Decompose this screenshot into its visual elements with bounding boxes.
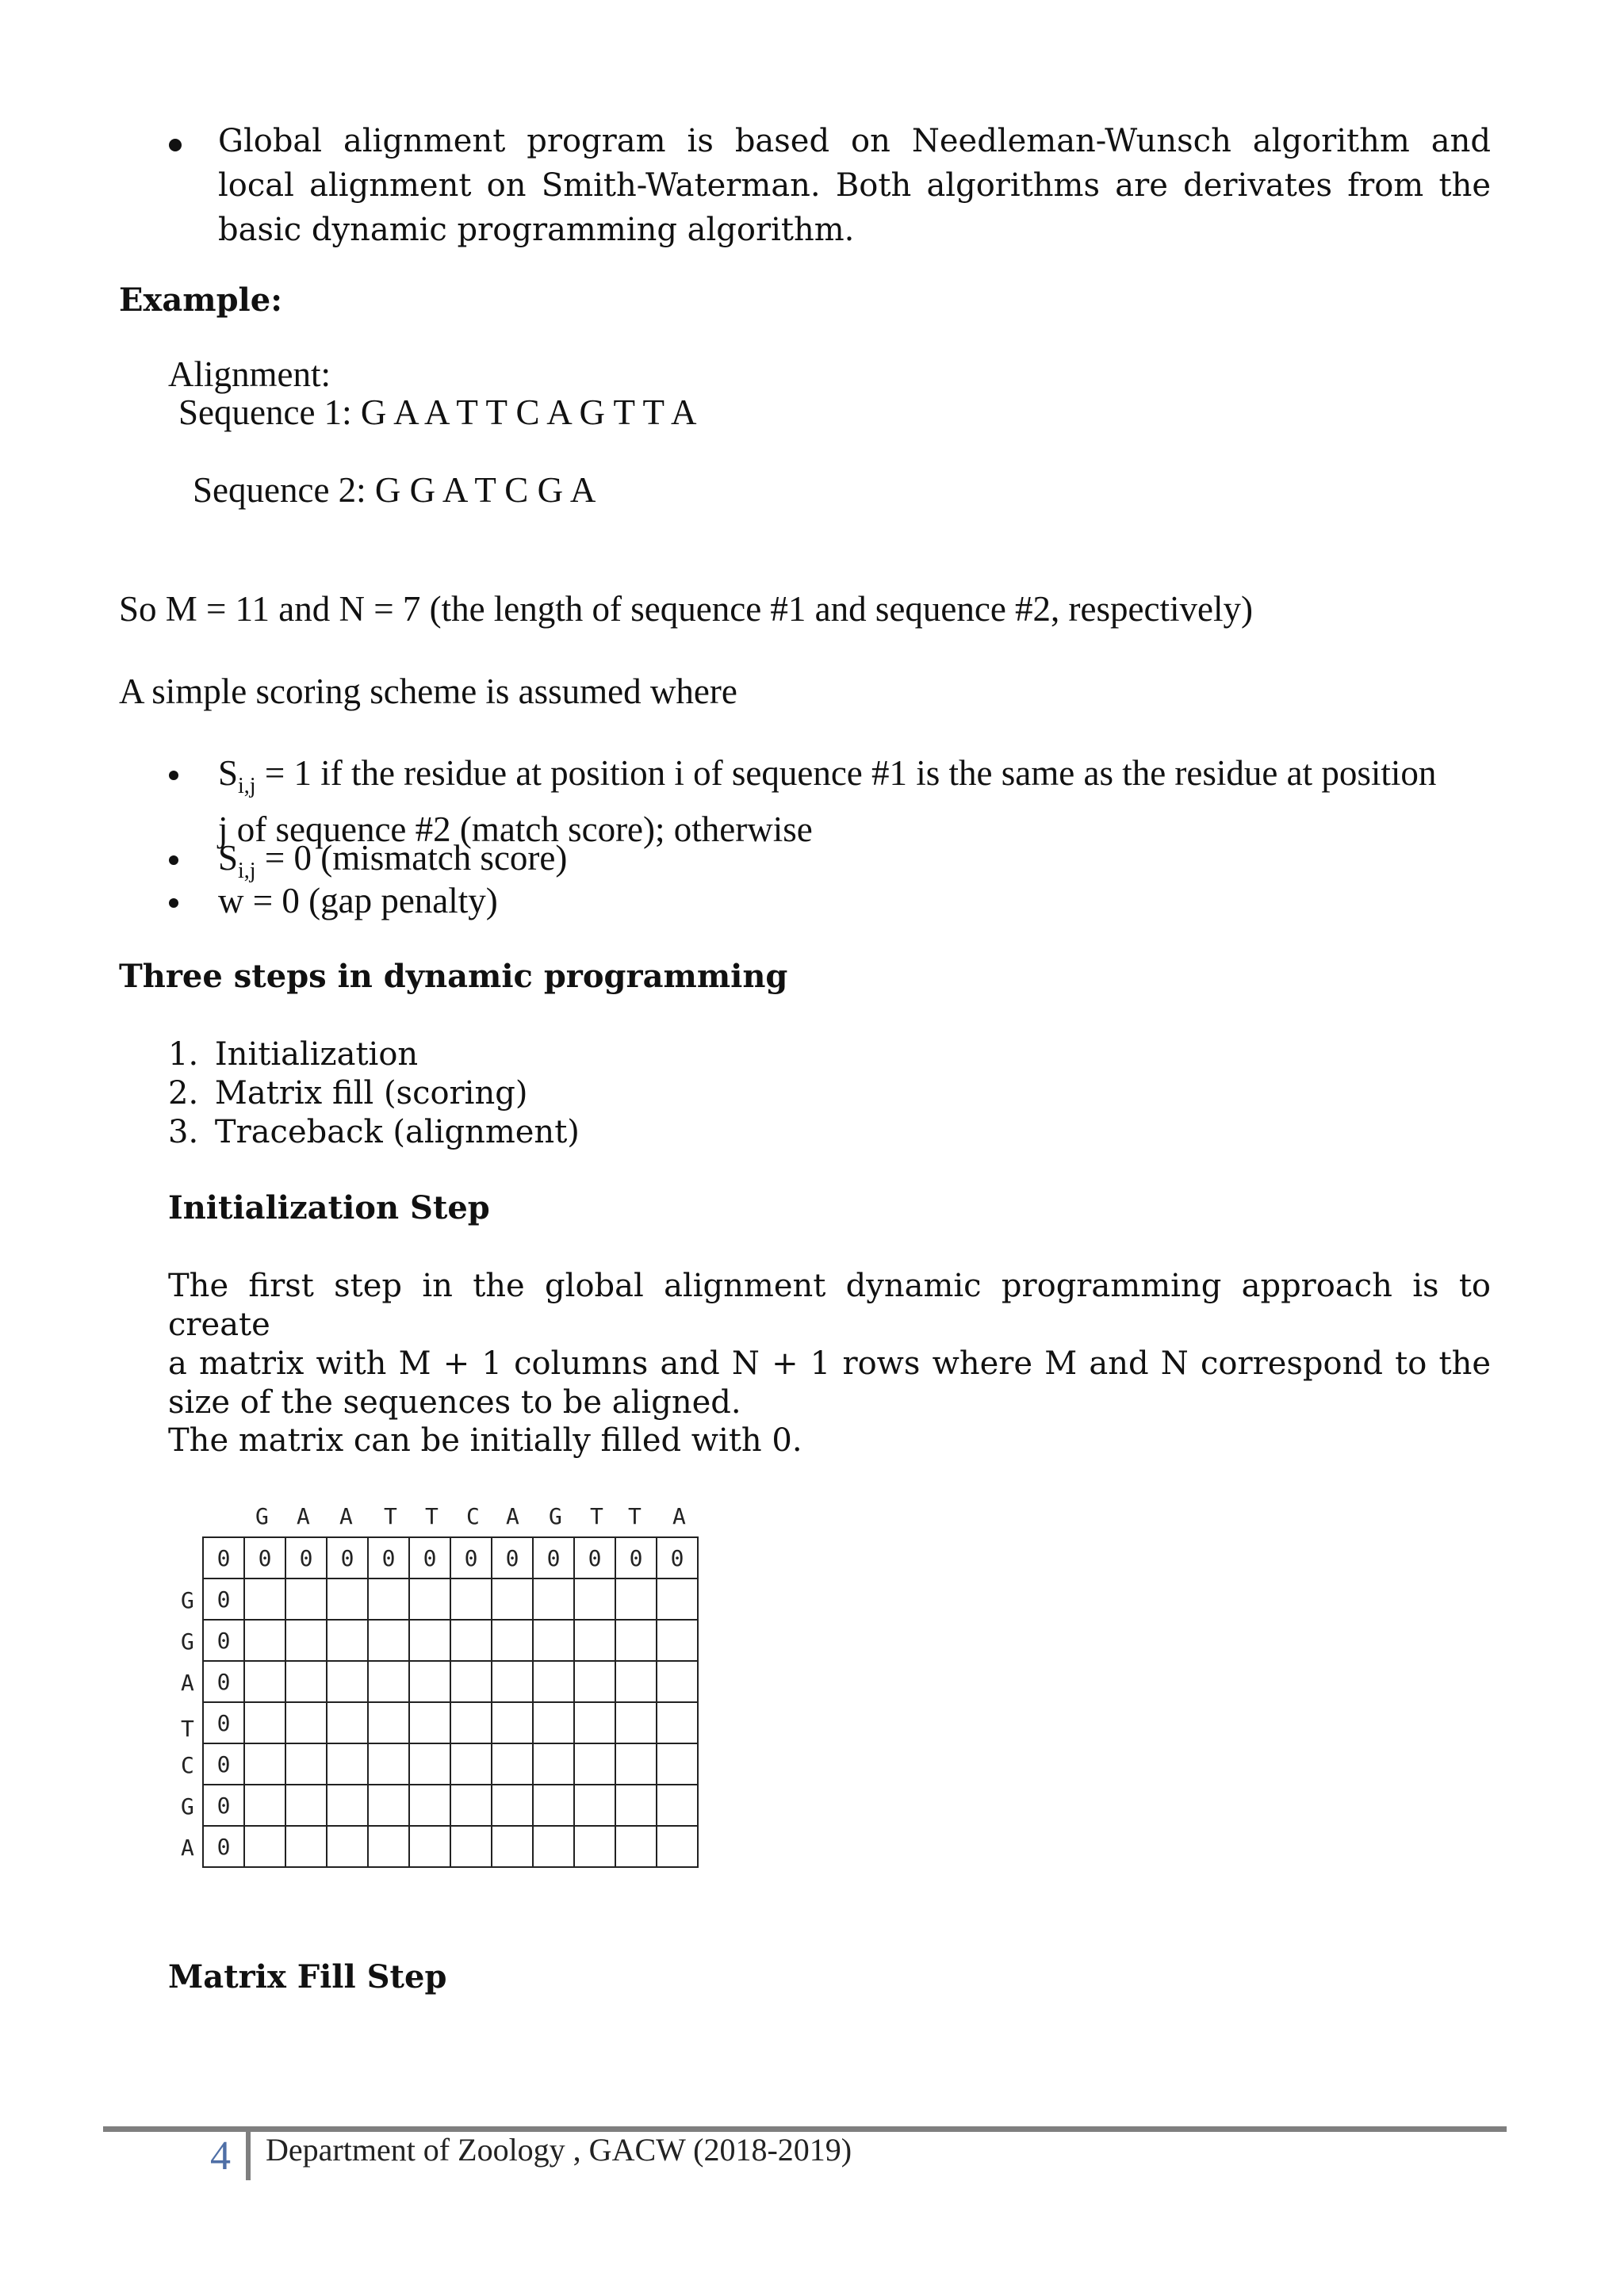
- matrix-cell: [492, 1578, 533, 1620]
- subscript-ij: i,j: [238, 774, 256, 798]
- matrix-cell: 0: [409, 1537, 450, 1578]
- matrix-cell: [574, 1743, 615, 1785]
- matrix-cell: 0: [244, 1537, 285, 1578]
- matrix-cell: [327, 1661, 368, 1702]
- matrix-fill-heading: Matrix Fill Step: [168, 1958, 447, 1996]
- matrix-cell: [657, 1661, 698, 1702]
- matrix-cell: 0: [492, 1537, 533, 1578]
- matrix-cell: [615, 1826, 657, 1867]
- matrix-cell: [368, 1578, 409, 1620]
- col-label: A: [672, 1503, 686, 1529]
- matrix-cell: [285, 1702, 327, 1743]
- matrix-row: [203, 1537, 698, 1578]
- matrix-cell: [450, 1826, 492, 1867]
- row-label: T: [181, 1716, 194, 1742]
- matrix-cell: 0: [203, 1620, 244, 1661]
- row-label: G: [181, 1628, 194, 1655]
- matrix-cell: [657, 1785, 698, 1826]
- sequence-1: Sequence 1: G A A T T C A G T T A: [178, 392, 697, 432]
- matrix-cell: [409, 1743, 450, 1785]
- col-label: A: [339, 1503, 353, 1529]
- matrix-cell: [327, 1743, 368, 1785]
- matrix-cell: [492, 1620, 533, 1661]
- matrix-cell: [533, 1785, 574, 1826]
- matrix-cell: [244, 1702, 285, 1743]
- col-label: G: [255, 1503, 269, 1529]
- matrix-cell: 0: [368, 1537, 409, 1578]
- init-paragraph: [168, 1267, 1491, 1422]
- matrix-cell: [533, 1702, 574, 1743]
- matrix-cell: [244, 1743, 285, 1785]
- bullet-dot: [169, 898, 178, 908]
- intro-line: Global alignment program is based on Needleman-Wunsch algorithm and: [218, 123, 1491, 159]
- scoring-bullet-1-line2: j of sequence #2 (match score); otherwise: [218, 809, 813, 849]
- bullet-dot: [169, 855, 178, 865]
- matrix-cell: [368, 1661, 409, 1702]
- matrix-cell: [285, 1620, 327, 1661]
- init-line: a matrix with M + 1 columns and N + 1 rows where M and N correspond to the: [168, 1345, 1491, 1382]
- footer-divider: [246, 2131, 251, 2180]
- matrix-cell: [574, 1702, 615, 1743]
- matrix-cell: [327, 1702, 368, 1743]
- matrix-cell: [492, 1826, 533, 1867]
- row-label: C: [181, 1752, 194, 1778]
- scoring-bullet-1-line1: [218, 752, 1503, 808]
- matrix-cell: 0: [203, 1785, 244, 1826]
- matrix-cell: [615, 1743, 657, 1785]
- matrix-cell: 0: [203, 1826, 244, 1867]
- matrix-cell: [492, 1661, 533, 1702]
- matrix-cell: [368, 1826, 409, 1867]
- matrix-cell: [409, 1620, 450, 1661]
- col-label: A: [506, 1503, 519, 1529]
- matrix-row: [203, 1743, 698, 1785]
- row-label: A: [181, 1835, 194, 1861]
- matrix-cell: [327, 1785, 368, 1826]
- matrix-cell: [574, 1578, 615, 1620]
- matrix-cell: [533, 1661, 574, 1702]
- col-label: C: [466, 1503, 480, 1529]
- matrix-cell: [574, 1620, 615, 1661]
- matrix-cell: [533, 1826, 574, 1867]
- row-label: G: [181, 1587, 194, 1613]
- matrix-row: [203, 1785, 698, 1826]
- matrix-cell: [244, 1661, 285, 1702]
- matrix-cell: 0: [574, 1537, 615, 1578]
- matrix-cell: 0: [657, 1537, 698, 1578]
- matrix-cell: [409, 1826, 450, 1867]
- matrix-cell: [450, 1578, 492, 1620]
- matrix-cell: [657, 1702, 698, 1743]
- page-number: 4: [210, 2133, 231, 2179]
- step-text: Matrix fill (scoring): [214, 1075, 528, 1112]
- matrix-cell: [574, 1826, 615, 1867]
- matrix-cell: [657, 1620, 698, 1661]
- matrix-cell: [615, 1578, 657, 1620]
- init-line: The first step in the global alignment dynamic programming approach is to create: [168, 1268, 1491, 1343]
- matrix-cell: [657, 1826, 698, 1867]
- matrix-cell: [657, 1578, 698, 1620]
- matrix-cell: [368, 1743, 409, 1785]
- step-text: Initialization: [214, 1036, 419, 1073]
- s-symbol: S: [218, 753, 239, 793]
- rule-text: = 0 (mismatch score): [255, 838, 568, 878]
- matrix-row: [203, 1578, 698, 1620]
- matrix-cell: [615, 1620, 657, 1661]
- matrix-cell: [657, 1743, 698, 1785]
- matrix-row: [203, 1620, 698, 1661]
- scoring-intro: A simple scoring scheme is assumed where: [119, 672, 737, 711]
- matrix-cell: [327, 1826, 368, 1867]
- matrix-cell: [450, 1702, 492, 1743]
- alignment-label: Alignment:: [168, 354, 331, 394]
- matrix-cell: [409, 1702, 450, 1743]
- col-label: G: [549, 1503, 562, 1529]
- step-text: Traceback (alignment): [214, 1114, 580, 1150]
- matrix-cell: 0: [203, 1743, 244, 1785]
- matrix-cell: [533, 1578, 574, 1620]
- matrix-cell: [615, 1785, 657, 1826]
- matrix-cell: [574, 1785, 615, 1826]
- col-label: A: [297, 1503, 310, 1529]
- matrix-cell: [450, 1785, 492, 1826]
- init-heading: Initialization Step: [168, 1189, 490, 1226]
- matrix-cell: 0: [203, 1661, 244, 1702]
- rule-text: = 1 if the residue at position i of sequence #1 is the same as the residue at position: [255, 753, 1437, 793]
- s-symbol: S: [218, 838, 239, 878]
- matrix-cell: 0: [327, 1537, 368, 1578]
- matrix-cell: [244, 1578, 285, 1620]
- matrix-cell: [368, 1620, 409, 1661]
- matrix-cell: [244, 1826, 285, 1867]
- step-number: 3.: [168, 1114, 199, 1150]
- matrix-cell: 0: [450, 1537, 492, 1578]
- matrix-cell: [285, 1661, 327, 1702]
- matrix-cell: [615, 1661, 657, 1702]
- step-number: 1.: [168, 1036, 199, 1073]
- sequence-2: Sequence 2: G G A T C G A: [193, 470, 596, 510]
- footer-text: Department of Zoology , GACW (2018-2019): [266, 2132, 852, 2168]
- matrix-cell: [492, 1743, 533, 1785]
- subscript-ij: i,j: [238, 859, 256, 883]
- matrix-cell: [244, 1785, 285, 1826]
- init-line: size of the sequences to be aligned.: [168, 1384, 741, 1421]
- matrix-cell: 0: [203, 1537, 244, 1578]
- matrix-cell: [533, 1743, 574, 1785]
- matrix-row: [203, 1702, 698, 1743]
- bullet-dot: [169, 771, 178, 780]
- row-label: G: [181, 1793, 194, 1820]
- col-label: T: [384, 1503, 397, 1529]
- matrix-cell: 0: [615, 1537, 657, 1578]
- intro-line: basic dynamic programming algorithm.: [218, 212, 855, 248]
- mn-sentence: So M = 11 and N = 7 (the length of sequence #1 and sequence #2, respectively): [119, 589, 1253, 629]
- matrix-row: [203, 1661, 698, 1702]
- matrix-cell: [574, 1661, 615, 1702]
- example-heading: Example:: [119, 281, 282, 319]
- row-label: A: [181, 1670, 194, 1696]
- matrix-cell: [368, 1785, 409, 1826]
- matrix-row: [203, 1826, 698, 1867]
- step-item: [168, 1036, 418, 1073]
- matrix-cell: [533, 1620, 574, 1661]
- score-matrix: [202, 1536, 699, 1868]
- matrix-cell: [492, 1785, 533, 1826]
- matrix-cell: 0: [533, 1537, 574, 1578]
- matrix-cell: [285, 1578, 327, 1620]
- steps-heading: Three steps in dynamic programming: [119, 958, 788, 995]
- col-label: T: [425, 1503, 439, 1529]
- init-fill-sentence: The matrix can be initially filled with 0.: [168, 1422, 802, 1459]
- col-label: T: [590, 1503, 603, 1529]
- intro-line: local alignment on Smith-Waterman. Both algorithms are derivates from the: [218, 167, 1491, 204]
- matrix-cell: [285, 1743, 327, 1785]
- matrix-cell: [368, 1702, 409, 1743]
- matrix-cell: 0: [203, 1578, 244, 1620]
- scoring-bullet-3: w = 0 (gap penalty): [218, 881, 498, 920]
- matrix-cell: 0: [285, 1537, 327, 1578]
- matrix-cell: [409, 1661, 450, 1702]
- matrix-cell: [615, 1702, 657, 1743]
- matrix-cell: [327, 1578, 368, 1620]
- matrix-cell: [450, 1743, 492, 1785]
- step-item: [168, 1114, 580, 1150]
- matrix-cell: [409, 1578, 450, 1620]
- step-item: [168, 1075, 527, 1112]
- col-label: T: [628, 1503, 642, 1529]
- matrix-cell: [409, 1785, 450, 1826]
- matrix-cell: 0: [203, 1702, 244, 1743]
- matrix-cell: [492, 1702, 533, 1743]
- matrix-cell: [285, 1785, 327, 1826]
- step-number: 2.: [168, 1075, 199, 1112]
- bullet-dot: [169, 139, 182, 151]
- matrix-cell: [285, 1826, 327, 1867]
- matrix-cell: [450, 1620, 492, 1661]
- intro-bullet-text: [218, 119, 1491, 252]
- matrix-cell: [450, 1661, 492, 1702]
- matrix-cell: [244, 1620, 285, 1661]
- matrix-cell: [327, 1620, 368, 1661]
